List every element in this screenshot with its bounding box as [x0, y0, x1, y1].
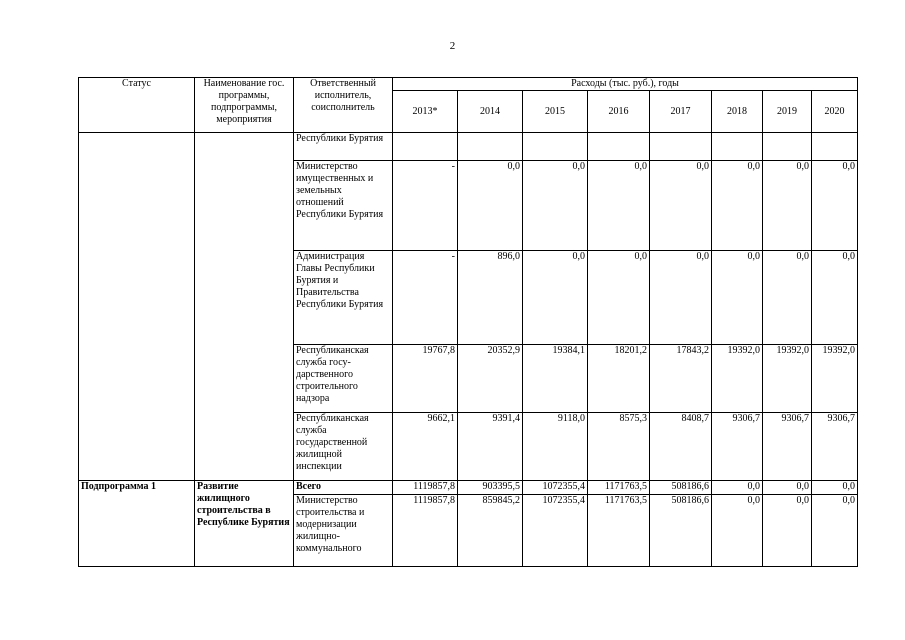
- value-cell: 1171763,5: [588, 495, 650, 567]
- value-cell: 8408,7: [650, 413, 712, 481]
- value-cell: 0,0: [812, 161, 858, 251]
- value-cell: 0,0: [812, 495, 858, 567]
- value-cell: 19392,0: [812, 345, 858, 413]
- value-cell: 0,0: [763, 251, 812, 345]
- executor-cell: Республиканская служба государственной жилищной инспекции: [294, 413, 393, 481]
- value-cell: 859845,2: [458, 495, 523, 567]
- header-status: Статус: [79, 78, 195, 133]
- value-cell: 9118,0: [523, 413, 588, 481]
- executor-cell: Министерство строительства и модернизации жилищно-коммунального: [294, 495, 393, 567]
- value-cell: 0,0: [712, 251, 763, 345]
- value-cell: 0,0: [523, 251, 588, 345]
- value-cell: 1171763,5: [588, 481, 650, 495]
- header-name: Наименование гос. программы, подпрограммы, мероприятия: [195, 78, 294, 133]
- value-cell: [712, 133, 763, 161]
- subprogram-status: Подпрограмма 1: [79, 481, 195, 567]
- value-cell: 896,0: [458, 251, 523, 345]
- value-cell: 19384,1: [523, 345, 588, 413]
- value-cell: 19392,0: [712, 345, 763, 413]
- header-year: 2015: [523, 91, 588, 133]
- value-cell: 508186,6: [650, 495, 712, 567]
- value-cell: 1119857,8: [393, 495, 458, 567]
- value-cell: 0,0: [812, 251, 858, 345]
- value-cell: 0,0: [712, 161, 763, 251]
- value-cell: 0,0: [763, 495, 812, 567]
- executor-cell: Администрация Главы Республики Бурятия и Правительства Республики Бурятия: [294, 251, 393, 345]
- value-cell: 1072355,4: [523, 495, 588, 567]
- value-cell: [588, 133, 650, 161]
- header-expenses: Расходы (тыс. руб.), годы: [393, 78, 858, 91]
- page-number: 2: [449, 40, 456, 52]
- value-cell: 9306,7: [712, 413, 763, 481]
- value-cell: 9306,7: [812, 413, 858, 481]
- value-cell: [523, 133, 588, 161]
- header-year: 2016: [588, 91, 650, 133]
- header-executor: Ответственный исполнитель, соисполнитель: [294, 78, 393, 133]
- value-cell: 9662,1: [393, 413, 458, 481]
- table-row: [79, 133, 858, 161]
- subprogram-name: Развитие жилищного строительства в Республике Бурятия: [195, 481, 294, 567]
- status-cell-empty: [79, 133, 195, 481]
- value-cell: [763, 133, 812, 161]
- header-year: 2017: [650, 91, 712, 133]
- value-cell: 0,0: [588, 161, 650, 251]
- value-cell: [812, 133, 858, 161]
- value-cell: 0,0: [588, 251, 650, 345]
- value-cell: 9306,7: [763, 413, 812, 481]
- value-cell: 1119857,8: [393, 481, 458, 495]
- value-cell: 0,0: [763, 161, 812, 251]
- value-cell: 0,0: [458, 161, 523, 251]
- value-cell: -: [393, 161, 458, 251]
- header-year: 2020: [812, 91, 858, 133]
- value-cell: 17843,2: [650, 345, 712, 413]
- header-year: 2018: [712, 91, 763, 133]
- value-cell: 1072355,4: [523, 481, 588, 495]
- value-cell: 0,0: [712, 481, 763, 495]
- value-cell: 19767,8: [393, 345, 458, 413]
- value-cell: 903395,5: [458, 481, 523, 495]
- executor-cell-total: Всего: [294, 481, 393, 495]
- table-row: [79, 481, 858, 495]
- header-year: 2014: [458, 91, 523, 133]
- header-year: 2013*: [393, 91, 458, 133]
- value-cell: 9391,4: [458, 413, 523, 481]
- value-cell: [393, 133, 458, 161]
- header-year: 2019: [763, 91, 812, 133]
- executor-cell: Республиканская служба госу-дарственного строительного надзора: [294, 345, 393, 413]
- value-cell: 0,0: [763, 481, 812, 495]
- value-cell: 508186,6: [650, 481, 712, 495]
- value-cell: 19392,0: [763, 345, 812, 413]
- executor-cell: Республики Бурятия: [294, 133, 393, 161]
- value-cell: 20352,9: [458, 345, 523, 413]
- value-cell: 18201,2: [588, 345, 650, 413]
- budget-table: [78, 77, 858, 567]
- value-cell: 8575,3: [588, 413, 650, 481]
- value-cell: [458, 133, 523, 161]
- value-cell: [650, 133, 712, 161]
- name-cell-empty: [195, 133, 294, 481]
- value-cell: 0,0: [812, 481, 858, 495]
- value-cell: -: [393, 251, 458, 345]
- value-cell: 0,0: [523, 161, 588, 251]
- value-cell: 0,0: [650, 251, 712, 345]
- value-cell: 0,0: [712, 495, 763, 567]
- value-cell: 0,0: [650, 161, 712, 251]
- executor-cell: Министерство имущественных и земельных отношений Республики Бурятия: [294, 161, 393, 251]
